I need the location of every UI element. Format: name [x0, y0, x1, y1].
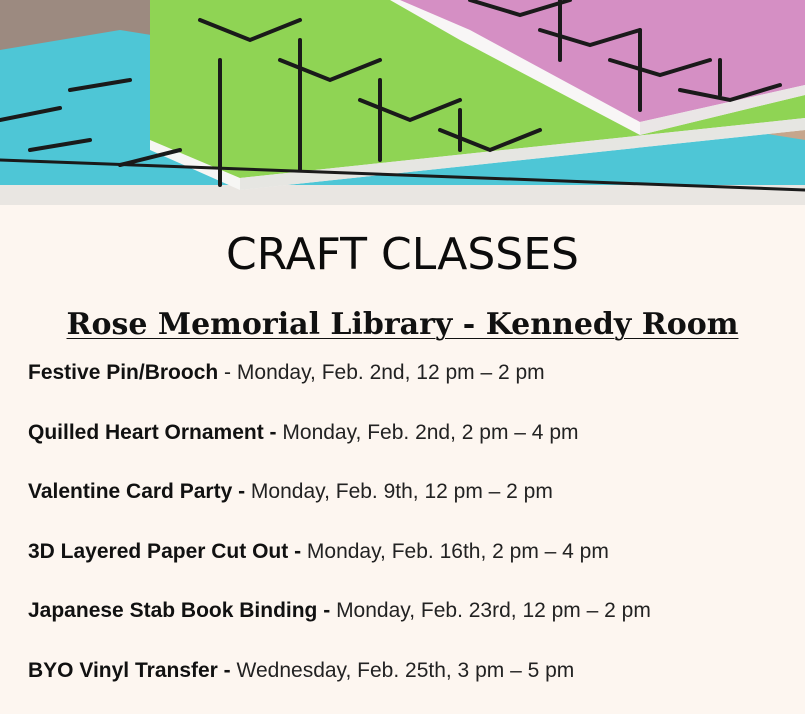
class-item — [28, 597, 805, 625]
class-name: Japanese Stab Book Binding - — [28, 599, 331, 622]
class-item — [28, 657, 805, 685]
class-item — [28, 478, 805, 506]
class-schedule: Monday, Feb. 2nd, 2 pm – 4 pm — [282, 420, 579, 444]
class-schedule: Monday, Feb. 2nd, 12 pm – 2 pm — [236, 361, 545, 384]
class-schedule: Monday, Feb. 16th, 2 pm – 4 pm — [306, 539, 609, 563]
class-name: Festive Pin/Brooch — [28, 361, 219, 384]
class-schedule-list — [0, 345, 805, 685]
class-schedule: Wednesday, Feb. 25th, 3 pm – 5 pm — [236, 658, 575, 682]
class-name: Quilled Heart Ornament - — [28, 420, 277, 444]
class-name: Valentine Card Party - — [28, 480, 246, 503]
location-subtitle: Rose Memorial Library - Kennedy Room — [66, 307, 739, 342]
header-image — [0, 0, 805, 205]
notebooks-illustration — [0, 0, 805, 205]
class-name: 3D Layered Paper Cut Out - — [28, 539, 302, 563]
class-schedule: Monday, Feb. 9th, 12 pm – 2 pm — [250, 480, 553, 503]
class-schedule: Monday, Feb. 23rd, 12 pm – 2 pm — [336, 599, 651, 622]
class-name: BYO Vinyl Transfer - — [28, 658, 231, 682]
class-item — [28, 538, 805, 566]
class-item — [28, 359, 805, 387]
class-item — [28, 419, 805, 447]
class-separator: - — [218, 361, 237, 384]
page-title: CRAFT CLASSES — [226, 229, 579, 280]
